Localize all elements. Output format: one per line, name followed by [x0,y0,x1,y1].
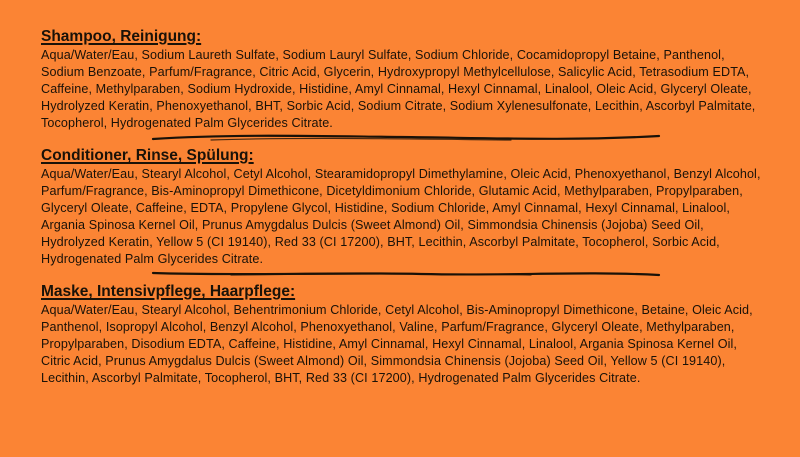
ingredients-list-conditioner: Aqua/Water/Eau, Stearyl Alcohol, Cetyl Alcohol, Stearamidopropyl Dimethylamine, Oleic Acid, Phenoxyethanol, Benzyl Alcohol, Parfum/Fragrance, Bis-Aminopropyl Dimethicone, Dicetyldimonium Chloride, Glutamic Acid, Methylparaben, Propylparaben, Glyceryl Oleate, Caffeine, EDTA, Propylene Glycol, Histidine, Sodium Chloride, Amyl Cinnamal, Hexyl Cinnamal, Linalool, Argania Spinosa Kernel Oil, Prunus Amygdalus Dulcis (Sweet Almond) Oil, Simmondsia Chinensis (Jojoba) Seed Oil, Hydrolyzed Keratin, Yellow 5 (CI 19140), Red 33 (CI 17200), BHT, Lecithin, Ascorbyl Palmitate, Tocopherol, Sorbic Acid, Hydrogenated Palm Glycerides Citrate. [41,167,761,266]
brush-stroke-divider [151,268,661,280]
brush-stroke-divider [151,132,661,144]
section-shampoo [41,27,771,144]
ingredients-list-mask: Aqua/Water/Eau, Stearyl Alcohol, Behentrimonium Chloride, Cetyl Alcohol, Bis-Aminopropyl Dimethicone, Betaine, Oleic Acid, Panthenol, Isopropyl Alcohol, Benzyl Alcohol, Phenoxyethanol, Valine, Parfum/Fragrance, Glyceryl Oleate, Methylparaben, Propylparaben, Disodium EDTA, Caffeine, Histidine, Amyl Cinnamal, Hexyl Cinnamal, Linalool, Argania Spinosa Kernel Oil, Citric Acid, Prunus Amygdalus Dulcis (Sweet Almond) Oil, Simmondsia Chinensis (Jojoba) Seed Oil, Yellow 5 (CI 19140), Lecithin, Ascorbyl Palmitate, Tocopherol, BHT, Red 33 (CI 17200), Hydrogenated Palm Glycerides Citrate. [41,303,753,385]
ingredients-document [41,27,771,387]
section-conditioner [41,146,771,280]
section-heading-conditioner: Conditioner, Rinse, Spülung: [41,147,254,164]
section-mask [41,282,771,387]
ingredients-list-shampoo: Aqua/Water/Eau, Sodium Laureth Sulfate, Sodium Lauryl Sulfate, Sodium Chloride, Cocamidopropyl Betaine, Panthenol, Sodium Benzoate, Parfum/Fragrance, Citric Acid, Glycerin, Hydroxypropyl Methylcellulose, Salicylic Acid, Tetrasodium EDTA, Caffeine, Methylparaben, Sodium Hydroxide, Histidine, Amyl Cinnamal, Hexyl Cinnamal, Linalool, Oleic Acid, Glyceryl Oleate, Hydrolyzed Keratin, Phenoxyethanol, BHT, Sorbic Acid, Sodium Citrate, Sodium Xylenesulfonate, Lecithin, Ascorbyl Palmitate, Tocopherol, Hydrogenated Palm Glycerides Citrate. [41,48,756,130]
section-heading-shampoo: Shampoo, Reinigung: [41,28,202,45]
section-heading-mask: Maske, Intensivpflege, Haarpflege: [41,283,296,300]
